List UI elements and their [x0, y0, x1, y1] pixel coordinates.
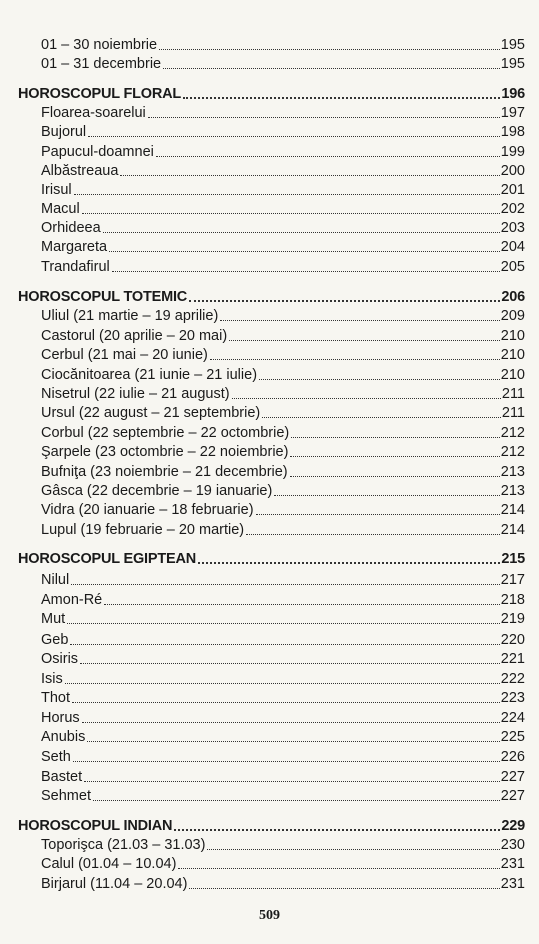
toc-section-heading: [18, 550, 525, 568]
toc-entry: [41, 55, 525, 73]
toc-entry: [41, 307, 525, 325]
toc-entry: [41, 709, 525, 727]
toc-entry-page: 218: [500, 592, 525, 608]
toc-entry-page: 196: [501, 86, 525, 102]
toc-entry: [41, 836, 525, 854]
dot-leader: [259, 378, 500, 380]
toc-entry: [41, 219, 525, 237]
toc-entry: [41, 443, 525, 461]
toc-entry-title: Toporişca (21.03 – 31.03): [41, 837, 206, 853]
toc-entry-title: Gâsca (22 decembrie – 19 ianuarie): [41, 483, 273, 499]
toc-entry-title: Papucul-doamnei: [41, 144, 154, 160]
dot-leader: [82, 721, 500, 723]
toc-entry-title: Ciocănitoarea (21 iunie – 21 iulie): [41, 367, 258, 383]
toc-entry-title: Osiris: [41, 651, 79, 667]
dot-leader: [274, 494, 499, 496]
toc-entry-title: Bujorul: [41, 124, 87, 140]
toc-entry-page: 214: [500, 522, 525, 538]
dot-leader: [93, 799, 500, 801]
toc-entry: [41, 258, 525, 276]
toc-entry-title: Corbul (22 septembrie – 22 octombrie): [41, 425, 290, 441]
toc-entry-title: 01 – 31 decembrie: [41, 56, 162, 72]
toc-entry-title: Castorul (20 aprilie – 20 mai): [41, 328, 228, 344]
toc-entry-page: 197: [500, 105, 525, 121]
dot-leader: [256, 513, 500, 515]
dot-leader: [71, 583, 500, 585]
toc-entry-page: 219: [500, 611, 525, 627]
toc-entry-page: 226: [500, 749, 525, 765]
dot-leader: [198, 561, 500, 564]
toc-entry-page: 225: [500, 729, 525, 745]
toc-entry-page: 223: [500, 690, 525, 706]
toc-entry-page: 211: [501, 405, 525, 421]
page-number: 509: [259, 908, 280, 923]
toc-entry-page: 220: [500, 632, 525, 648]
toc-entry-title: Cerbul (21 mai – 20 iunie): [41, 347, 208, 363]
toc-entry: [41, 521, 525, 539]
toc-entry-page: 210: [500, 347, 525, 363]
toc-entry-page: 212: [500, 425, 525, 441]
toc-entry: [41, 501, 525, 519]
toc-entry-page: 195: [500, 56, 525, 72]
dot-leader: [189, 887, 499, 889]
dot-leader: [82, 212, 500, 214]
toc-entry-page: 217: [500, 572, 525, 588]
toc-entry: [41, 610, 525, 628]
toc-entry-title: Mut: [41, 611, 66, 627]
toc-entry: [41, 855, 525, 873]
toc-entry-page: 213: [500, 464, 525, 480]
dot-leader: [80, 662, 500, 664]
toc-entry-title: Floarea-soarelui: [41, 105, 146, 121]
toc-entry-page: 231: [500, 876, 525, 892]
dot-leader: [183, 96, 500, 99]
toc-entry-page: 221: [500, 651, 525, 667]
dot-leader: [290, 455, 499, 457]
toc-entry-page: 200: [500, 163, 525, 179]
toc-section-heading: [18, 288, 525, 306]
dot-leader: [120, 174, 499, 176]
toc-entry: [41, 123, 525, 141]
dot-leader: [148, 116, 500, 118]
dot-leader: [72, 701, 500, 703]
toc-entry: [41, 689, 525, 707]
toc-section-heading: [18, 817, 525, 835]
dot-leader: [109, 250, 500, 252]
dot-leader: [291, 436, 500, 438]
dot-leader: [156, 155, 500, 157]
toc-entry: [41, 650, 525, 668]
toc-section-heading: [18, 85, 525, 103]
dot-leader: [189, 299, 500, 302]
toc-entry-title: HOROSCOPUL EGIPTEAN: [18, 551, 197, 567]
toc-entry-title: Vidra (20 ianuarie – 18 februarie): [41, 502, 254, 518]
toc-entry-title: Sehmet: [41, 788, 91, 804]
toc-entry-title: Bastet: [41, 769, 83, 785]
dot-leader: [163, 67, 500, 69]
toc-entry-title: HOROSCOPUL FLORAL: [18, 86, 182, 102]
toc-entry: [41, 631, 525, 649]
toc-entry: [41, 728, 525, 746]
toc-entry: [41, 591, 525, 609]
dot-leader: [246, 533, 500, 535]
toc-entry-title: Bufniţa (23 noiembrie – 21 decembrie): [41, 464, 288, 480]
toc-entry-title: Ursul (22 august – 21 septembrie): [41, 405, 261, 421]
toc-entry-page: 209: [500, 308, 525, 324]
toc-entry-title: Amon-Ré: [41, 592, 103, 608]
toc-entry: [41, 463, 525, 481]
toc-entry-page: 231: [500, 856, 525, 872]
dot-leader: [207, 848, 499, 850]
toc-entry-title: HOROSCOPUL INDIAN: [18, 818, 173, 834]
toc-entry: [41, 571, 525, 589]
dot-leader: [290, 475, 500, 477]
dot-leader: [65, 682, 500, 684]
dot-leader: [104, 603, 500, 605]
toc-entry-page: 224: [500, 710, 525, 726]
dot-leader: [262, 416, 501, 418]
toc-entry-title: Nilul: [41, 572, 70, 588]
toc-entry-title: Lupul (19 februarie – 20 martie): [41, 522, 245, 538]
dot-leader: [67, 622, 500, 624]
dot-leader: [159, 48, 500, 50]
toc-entry: [41, 768, 525, 786]
dot-leader: [73, 760, 500, 762]
toc-entry-page: 211: [501, 386, 525, 402]
toc-entry-title: Trandafirul: [41, 259, 110, 275]
toc-entry-title: Macul: [41, 201, 80, 217]
toc-entry: [41, 404, 525, 422]
toc-entry-title: Uliul (21 martie – 19 aprilie): [41, 308, 219, 324]
dot-leader: [174, 828, 500, 831]
dot-leader: [88, 135, 500, 137]
toc-entry-title: Orhideea: [41, 220, 101, 236]
toc-entry-page: 212: [500, 444, 525, 460]
toc-entry: [41, 104, 525, 122]
toc-entry: [41, 143, 525, 161]
toc-entry-title: Isis: [41, 671, 63, 687]
toc-entry-page: 210: [500, 328, 525, 344]
dot-leader: [87, 740, 499, 742]
dot-leader: [210, 358, 500, 360]
dot-leader: [232, 397, 501, 399]
toc-entry-page: 229: [501, 818, 525, 834]
toc-entry: [41, 366, 525, 384]
toc-entry-page: 202: [500, 201, 525, 217]
dot-leader: [229, 339, 500, 341]
toc-entry: [41, 36, 525, 54]
toc-entry: [41, 424, 525, 442]
toc-entry-page: 201: [500, 182, 525, 198]
toc-entry-title: Şarpele (23 octombrie – 22 noiembrie): [41, 444, 289, 460]
toc-entry-title: Anubis: [41, 729, 86, 745]
dot-leader: [220, 319, 500, 321]
toc-entry-title: Horus: [41, 710, 80, 726]
toc-entry-page: 222: [500, 671, 525, 687]
toc-entry-page: 214: [500, 502, 525, 518]
toc-entry-page: 198: [500, 124, 525, 140]
toc-entry-page: 206: [501, 289, 525, 305]
dot-leader: [103, 231, 500, 233]
toc-entry: [41, 670, 525, 688]
toc-entry: [41, 748, 525, 766]
toc-entry-title: Seth: [41, 749, 71, 765]
toc-entry: [41, 385, 525, 403]
toc-entry: [41, 162, 525, 180]
dot-leader: [70, 643, 499, 645]
toc-entry-title: Albăstreaua: [41, 163, 119, 179]
toc-entry-title: Irisul: [41, 182, 72, 198]
toc-entry-title: Margareta: [41, 239, 108, 255]
toc-entry-title: 01 – 30 noiembrie: [41, 37, 158, 53]
toc-entry: [41, 238, 525, 256]
toc-entry-title: Calul (01.04 – 10.04): [41, 856, 177, 872]
toc-entry-page: 227: [500, 769, 525, 785]
dot-leader: [112, 270, 500, 272]
toc-entry-page: 203: [500, 220, 525, 236]
toc-entry: [41, 482, 525, 500]
toc-entry: [41, 181, 525, 199]
toc-entry-page: 210: [500, 367, 525, 383]
toc-entry-title: Birjarul (11.04 – 20.04): [41, 876, 188, 892]
toc-entry-page: 213: [500, 483, 525, 499]
toc-entry: [41, 327, 525, 345]
toc-entry-title: Geb: [41, 632, 69, 648]
toc-entry-page: 227: [500, 788, 525, 804]
toc-entry-title: HOROSCOPUL TOTEMIC: [18, 289, 188, 305]
toc-entry-page: 215: [501, 551, 525, 567]
toc-entry-page: 205: [500, 259, 525, 275]
toc-entry: [41, 346, 525, 364]
toc-entry-title: Nisetrul (22 iulie – 21 august): [41, 386, 230, 402]
toc-entry-page: 199: [500, 144, 525, 160]
toc-entry: [41, 875, 525, 893]
toc-entry: [41, 200, 525, 218]
toc-entry: [41, 787, 525, 805]
toc-entry-page: 195: [500, 37, 525, 53]
dot-leader: [84, 780, 500, 782]
toc-entry-page: 204: [500, 239, 525, 255]
toc-entry-page: 230: [500, 837, 525, 853]
dot-leader: [74, 193, 500, 195]
toc-entry-title: Thot: [41, 690, 71, 706]
dot-leader: [178, 867, 499, 869]
